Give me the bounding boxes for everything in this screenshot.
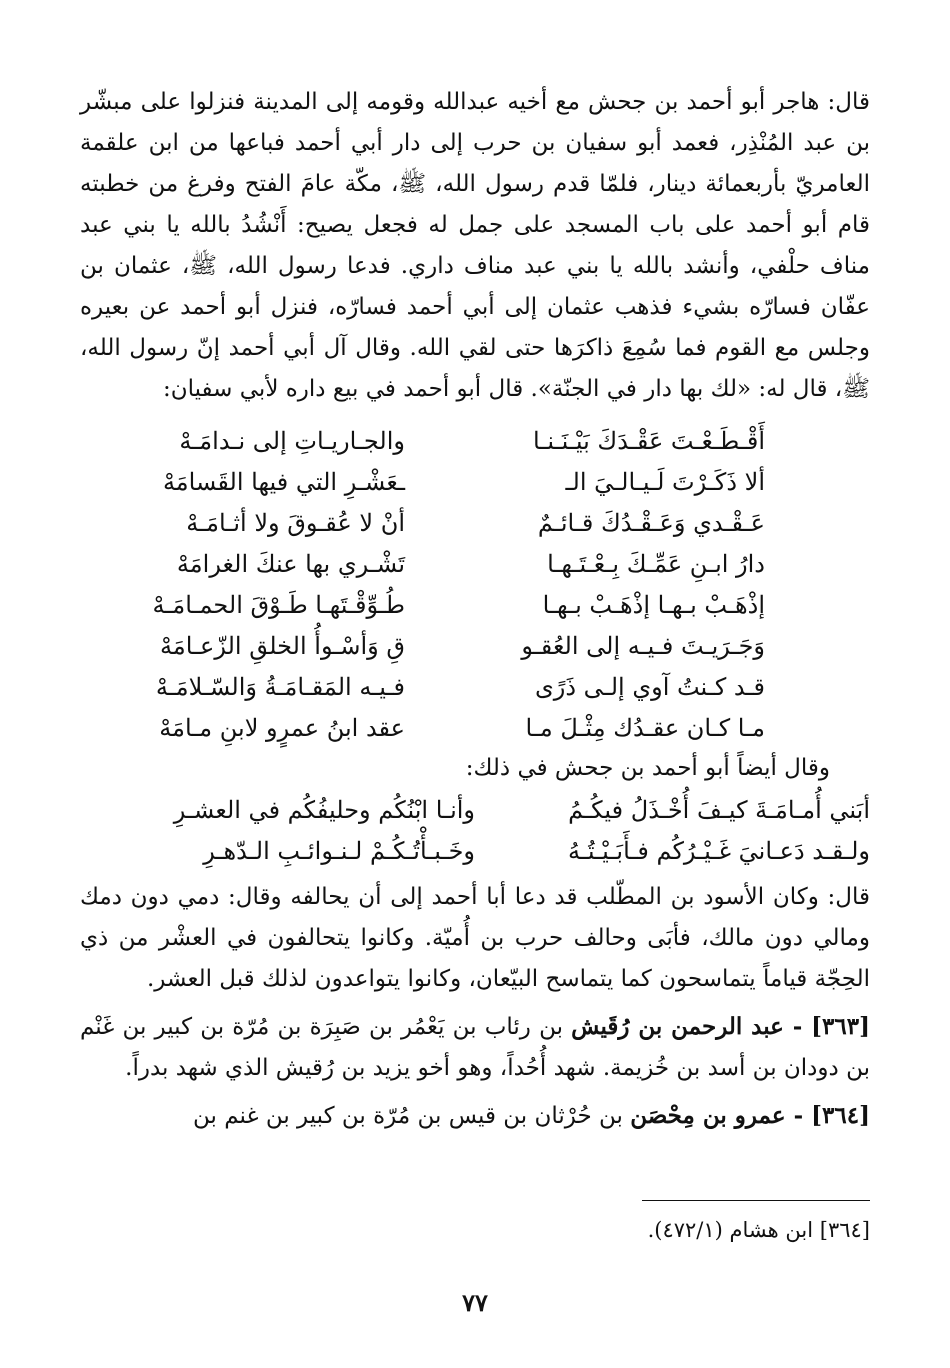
poem-hemistich-right: ولـقـد دَعـانيَ غَـيْـرُكُم فـأَبَـيْـتُـهُ	[567, 836, 870, 865]
entry-text: بن رئاب بن يَعْمُر بن صَبِرَة بن مُرّة بن كبير بن غَنْم بن دودان بن أسد بن خُزيمة. شهد أُحُداً، وهو أخو يزيد بن رُقيش الذي شهد بدراً.	[80, 1014, 870, 1081]
poem-second	[80, 789, 870, 871]
poem-line	[80, 420, 870, 461]
poem-hemistich-right: أبَني أُمـامَـةَ كيـفَ أُخْـذَلُ فيكُـمُ	[568, 795, 870, 824]
poem-line	[80, 502, 870, 543]
entry-number: [٣٦٤] -	[785, 1102, 870, 1129]
poem-line	[80, 584, 870, 625]
poem-line	[80, 666, 870, 707]
poem-line	[80, 830, 870, 871]
poem-hemistich-left: طُـوِّقْـتَهـا طَـوْقَ الحمـامَـهْ	[152, 590, 405, 619]
poem-hemistich-left: والجـاريـاتِ إلى نـدامَـهْ	[179, 426, 405, 455]
entry-name: عمرو بن مِحْصَن	[630, 1102, 786, 1129]
entry-363	[80, 1006, 870, 1089]
poem-hemistich-left: ـعَشْـرِ التي فيها القَسامَهْ	[162, 467, 405, 496]
page-number: ٧٧	[462, 1288, 488, 1317]
poem-hemistich-right: أَقْـطَـعْـتَ عَقْـدَكَ بَيْـنَـنـا	[532, 426, 765, 455]
poem-hemistich-right: وَجَـرَيـتَ فـيـه إلى العُقـو	[521, 631, 765, 660]
poem-line	[80, 461, 870, 502]
poem-line	[80, 625, 870, 666]
entry-364	[80, 1095, 870, 1137]
poem-line	[80, 543, 870, 584]
poem-hemistich-right: إذْهَـبْ بـهـا إذْهَـبْ بـهـا	[542, 590, 765, 619]
poem-hemistich-left: تَشْـري بها عنكَ الغرامَهْ	[176, 549, 405, 578]
poem-hemistich-right: دارُ ابـنِ عَمِّـكَ بِـعْـتَـهـا	[547, 549, 765, 578]
poem-hemistich-left: وأنـا ابْنُكُم وحليفُكُم في العشـرِ	[173, 795, 475, 824]
footnote-divider	[642, 1200, 870, 1201]
poem-hemistich-left: فـيـه المَقـامَـةُ وَالسّـلامَـهْ	[155, 672, 405, 701]
poem-hemistich-left: قِ وَأسْـوأُ الخلقِ الزّعـامَهْ	[159, 631, 405, 660]
poem-line	[80, 789, 870, 830]
poem-hemistich-right: ألا ذَكَـرْتَ لَـيـالـيَ الـ	[565, 467, 765, 496]
poem-first	[80, 420, 870, 748]
poem-hemistich-right: مـا كـان عقـدُك مِثْـلَ مـا	[525, 713, 765, 742]
poem-line	[80, 707, 870, 748]
poem-hemistich-left: أنْ لا عُقـوقَ ولا أثـامَـهْ	[186, 508, 405, 537]
page-body	[80, 82, 870, 1137]
poem-hemistich-left: وخَـبـأْتُـكُـمْ لـنـوائـبِ الـدّهـرِ	[203, 836, 475, 865]
second-paragraph: قال: وكان الأسود بن المطّلب قد دعا أبا أحمد إلى أن يحالفه وقال: دمي دون دمك ومالي دون مالك، فأبَى وحالف حرب بن أُميّة. وكانوا يتحالفون في العشْر من ذي الحِجّة قياماً يتماسحون كما يتماسح البيّعان، وكانوا يتواعدون لذلك قبل العشر.	[80, 884, 870, 992]
main-paragraph: قال: هاجر أبو أحمد بن جحش مع أخيه عبدالله وقومه إلى المدينة فنزلوا على مبشّر بن عبد المُنْذِر، فعمد أبو سفيان بن حرب إلى دار أبي أحمد فباعها من ابن علقمة العامريّ بأربعمائة دينار، فلمّا قدم رسول الله، ﷺ، مكّة عامَ الفتح وفرغ من خطبته قام أبو أحمد على باب المسجد على جمل له فجعل يصيح: أَنْشُدُ بالله يا بني عبد مناف حلْفي، وأنشد بالله يا بني عبد مناف داري. فدعا رسول الله، ﷺ، عثمان بن عفّان فسارّه بشيء فذهب عثمان إلى أبي أحمد فسارّه، فنزل أبو أحمد عن بعيره وجلس مع القوم فما سُمِعَ ذاكرَها حتى لقي الله. وقال آل أبي أحمد إنّ رسول الله، ﷺ، قال له: «لك بها دار في الجنّة». قال أبو أحمد في بيع داره لأبي سفيان:	[80, 89, 870, 402]
poem-hemistich-left: عقد ابنُ عمرٍو لابنِ مـامَهْ	[159, 713, 405, 742]
footnote: [٣٦٤] ابن هشام (٤٧٢/١).	[647, 1218, 870, 1242]
entry-text: بن حُرْثان بن قيس بن مُرّة بن كبير بن غنم بن	[193, 1103, 631, 1129]
poem-hemistich-right: قـد كـنتُ آوي إلـى ذَرًى	[534, 672, 765, 701]
entry-number: [٣٦٣] -	[783, 1013, 870, 1040]
entry-name: عبد الرحمن بن رُقَيش	[571, 1013, 784, 1040]
poem-intro: وقال أيضاً أبو أحمد بن جحش في ذلك:	[465, 755, 830, 781]
poem-hemistich-right: عَـقْـدي وَعَـقْـدُكَ قـائـمٌ	[537, 508, 765, 537]
